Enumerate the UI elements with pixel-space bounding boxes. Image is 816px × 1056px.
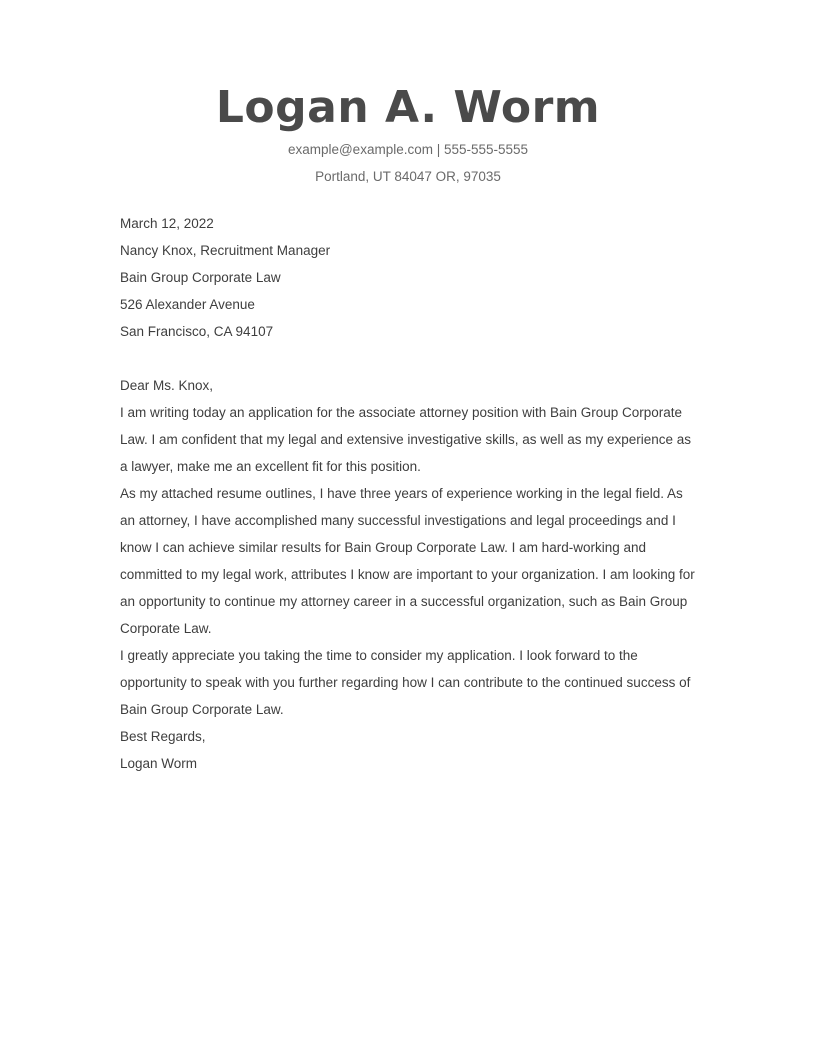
sender-contact: example@example.com | 555-555-5555: [287, 142, 529, 157]
recipient-block: [120, 210, 700, 345]
recipient-company: Bain Group Corporate Law: [120, 270, 281, 285]
letter-date: March 12, 2022: [120, 216, 214, 231]
sign-off: Best Regards,: [120, 729, 206, 744]
recipient-name-title: Nancy Knox, Recruitment Manager: [120, 243, 331, 258]
body-paragraph-2: As my attached resume outlines, I have three years of experience working in the legal field. As an attorney, I have accomplished many successful investigations and legal proceedings and I know I can achieve similar results for Bain Group Corporate Law. I am hard-working and committed to my legal work, attributes I know are important to your organization. I am looking for an opportunity to continue my attorney career in a successful organization, such as Bain Group Corporate Law.: [120, 486, 695, 636]
body-paragraph-1: I am writing today an application for the associate attorney position with Bain Group Corporate Law. I am confident that my legal and extensive investigative skills, as well as my experience as a lawyer, make me an excellent fit for this position.: [120, 405, 692, 474]
sender-address: Portland, UT 84047 OR, 97035: [315, 169, 501, 184]
letter-header: [0, 80, 816, 190]
closing-block: [120, 723, 700, 777]
signature-name: Logan Worm: [120, 756, 198, 771]
salutation: Dear Ms. Knox,: [120, 378, 214, 393]
letter-body: [120, 210, 700, 777]
sender-name: Logan A. Worm: [215, 82, 601, 133]
recipient-city-state-zip: San Francisco, CA 94107: [120, 324, 274, 339]
recipient-street: 526 Alexander Avenue: [120, 297, 255, 312]
body-paragraph-3: I greatly appreciate you taking the time to consider my application. I look forward to the opportunity to speak with you further regarding how I can contribute to the continued success of Bain Group Corporate Law.: [120, 648, 691, 717]
